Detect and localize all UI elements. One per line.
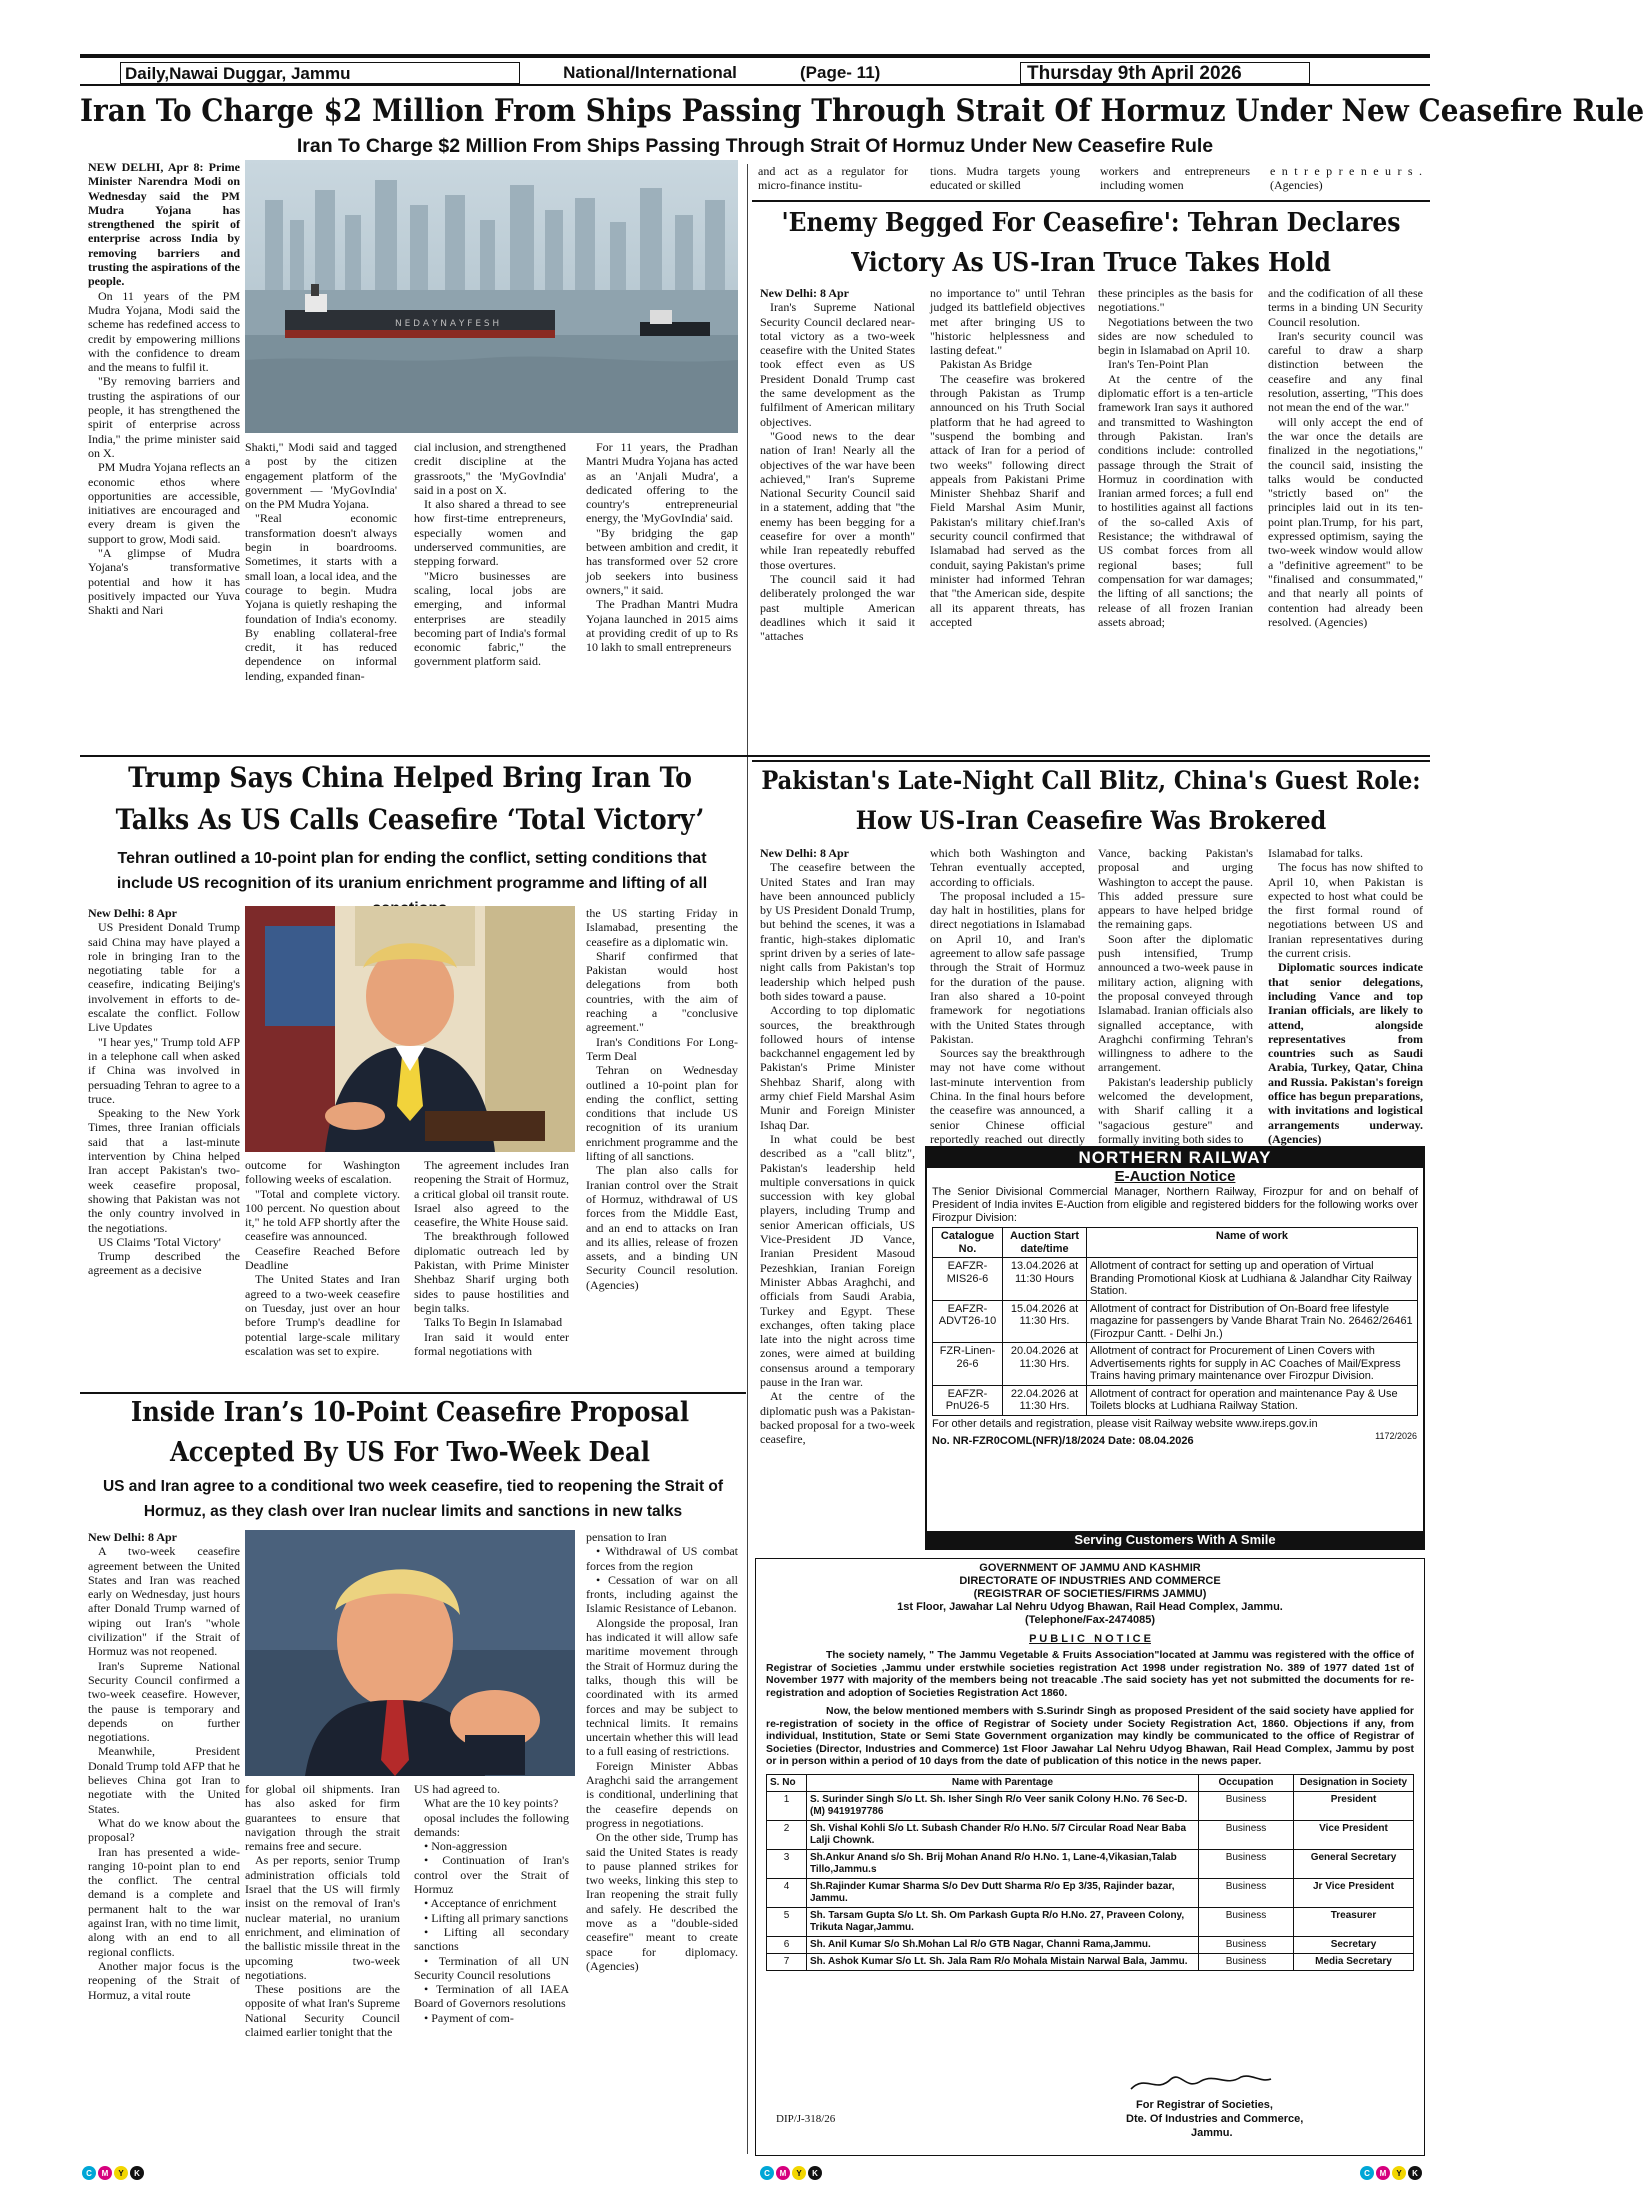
story2-para: Iran's security council was careful to draw a sharp distinction between the ceasefire and any final resolution, asserting, "This does not mean the end of the war." <box>1268 328 1423 415</box>
story4-para: Sources say the breakthrough may not have come without last-minute intervention from China. In the final hours before the ceasefire was announced, a senior Chinese official reportedly reached out directly <box>930 1046 1085 1146</box>
tanker-ship-image <box>245 160 738 433</box>
story1-deck: Iran To Charge $2 Million From Ships Passing Through Strait Of Hormuz Under New Ceasefire Rule <box>296 135 1214 157</box>
story5-list-item: • Cessation of war on all fronts, including against the Islamic Resistance of Lebanon. <box>586 1572 738 1616</box>
story3-para: The agreement includes Iran reopening the Strait of Hormuz, a critical global oil transit route. Israel also agreed to the ceasefire, the White House said. <box>414 1158 569 1230</box>
story1-para: PM Mudra Yojana reflects an economic ethos where opportunities are accessible, initiatives are encouraged and every dream is given the support to grow, Modi said. <box>88 460 240 546</box>
notice-sign-3: Jammu. <box>1191 2127 1233 2139</box>
railway-ad-org: NORTHERN RAILWAY <box>927 1148 1423 1168</box>
story1-headline: Iran To Charge $2 Million From Ships Passing Through Strait Of Hormuz Under New Ceasefire Rule <box>80 93 1644 129</box>
table-cell: 13.04.2026 at 11:30 Hours <box>1003 1258 1087 1301</box>
story1-para: On 11 years of the PM Mudra Yojana, Modi said the scheme has redefined access to credit by empowering millions with the confidence to dream and the means to fulfil it. <box>88 288 240 375</box>
column-divider <box>747 164 748 2154</box>
story3-subhead: Talks To Begin In Islamabad <box>424 1315 563 1330</box>
story4-para: The ceasefire between the United States and Iran may have been announced publicly by US President Donald Trump, but behind the scenes, it was a frantic, high-stakes diplomatic sprint driven by a series of late-night calls from Pakistan's top leadership which helped push both sides toward a pause. <box>760 860 915 1003</box>
story3-headline-line2: Talks As US Calls Ceasefire ‘Total Victory’ <box>115 803 705 836</box>
story5-column-1 <box>88 1530 240 2155</box>
story5-para: oposal includes the following demands: <box>414 1810 569 1839</box>
table-cell: Allotment of contract for Distribution of On-Board free lifestyle magazine for passengers by Vande Bharat Train No. 26462/26461 (Firozpur Cantt. - Delhi Jn.) <box>1087 1300 1418 1343</box>
table-cell: 20.04.2026 at 11:30 Hrs. <box>1003 1343 1087 1386</box>
story3-column-1 <box>88 906 240 1386</box>
table-cell: Business <box>1199 1907 1294 1936</box>
story3-para: The plan also calls for Iranian control over the Strait of Hormuz, withdrawal of US forces from the Middle East, and an end to attacks on Iran and its allies, release of frozen assets, and a binding UN Security Council resolution. (Agencies) <box>586 1163 738 1292</box>
story3-subhead: Ceasefire Reached Before Deadline <box>245 1243 400 1273</box>
story3-para: Sharif confirmed that Pakistan would host delegations from both countries, with the aim of reaching a "conclusive agreement." <box>586 948 738 1035</box>
table-cell: 22.04.2026 at 11:30 Hrs. <box>1003 1385 1087 1415</box>
story3-para: outcome for Washington following weeks of escalation. <box>245 1158 400 1187</box>
table-row <box>933 1258 1418 1301</box>
masthead-left: Daily,Nawai Duggar, Jammu <box>120 62 520 84</box>
story3-subhead: Iran's Conditions For Long-Term Deal <box>586 1034 738 1063</box>
story2-para: Iran's Supreme National Security Council declared near-total victory as a two-week ceasefire with the United States took effect even as US President Donald Trump cast the same development as the fulfilment of American military objectives. <box>760 300 915 429</box>
story2-para: The council said it had deliberately prolonged the war past multiple American deadlines which it said it "attaches <box>760 571 915 644</box>
table-row <box>767 1936 1414 1953</box>
table-cell: 1 <box>767 1791 807 1820</box>
cmyk-m: M <box>776 2166 790 2180</box>
cmyk-y: Y <box>792 2166 806 2180</box>
story4-para: Vance, backing Pakistan's proposal and urging Washington to accept the pause. This added pressure sure appears to have helped bridge the remaining gaps. <box>1098 846 1253 932</box>
story5-para: Meanwhile, President Donald Trump told AFP that he believes China got Iran to negotiate with the United States. <box>88 1744 240 1816</box>
story4-para: In what could be best described as a "call blitz", Pakistan's leadership held multiple conversations in quick succession with key global players, including Trump and senior American officials, US Vice-President JD Vance, Iranian President Masoud Pezeshkian, Iranian Foreign Minister Abbas Araghchi, and officials from Saudi Arabia, Turkey and Egypt. These exchanges, often taking place late into the night across time zones, were aimed at building consensus around a temporary pause in the Iran war. <box>760 1131 915 1389</box>
story1-column-2 <box>245 440 397 750</box>
story5-list-item: • Lifting all secondary sanctions <box>414 1924 569 1954</box>
cmyk-c: C <box>1360 2166 1374 2180</box>
railway-ad-title: E-Auction Notice <box>1114 1168 1236 1185</box>
story5-para: Iran has presented a wide-ranging 10-point plan to end the conflict. The central demand is a complete and permanent halt to the war against Iran, with no time limit, along with an end to all regional conflicts. <box>88 1844 240 1959</box>
table-row <box>767 1820 1414 1849</box>
story5-list-item: • Withdrawal of US combat forces from the region <box>586 1544 738 1573</box>
story4-column-1 <box>760 846 915 1546</box>
members-table <box>766 1774 1414 1971</box>
table-cell: Business <box>1199 1849 1294 1878</box>
railway-ad-slogan: Serving Customers With A Smile <box>927 1531 1423 1548</box>
story4-para: The focus has now shifted to April 10, when Pakistan is expected to host what could be the first formal round of negotiations between US and Iranian representatives during the current crisis. <box>1268 860 1423 961</box>
story1-para: For 11 years, the Pradhan Mantri Mudra Yojana has acted as an 'Anjali Mudra', a dedicated offering to the country's entrepreneurial energy, the 'MyGovIndia' said. <box>586 440 738 526</box>
table-header: Auction Start date/time <box>1003 1228 1087 1258</box>
story1-para: "Micro businesses are scaling, local jobs are emerging, and informal enterprises are steadily becoming part of India's formal economic fabric," the government platform said. <box>414 568 566 669</box>
cmyk-y: Y <box>1392 2166 1406 2180</box>
story3-column-2 <box>245 1158 400 1386</box>
notice-sign-2: Dte. Of Industries and Commerce, <box>1126 2113 1304 2125</box>
story5-list-item: • Continuation of Iran's control over the Strait of Hormuz <box>414 1853 569 1897</box>
story5-para: New Delhi: 8 Apr <box>88 1530 177 1544</box>
story5-para: On the other side, Trump has said the United States is ready to pause planned strikes for two weeks, linking this step to Iran reopening the strait fully and safely. He described the move as a "double-sided ceasefire" meant to create space for diplomacy. (Agencies) <box>586 1830 738 1973</box>
story3-para: "I hear yes," Trump told AFP in a telephone call when asked if China was involved in persuading Tehran to agree to a truce. <box>88 1034 240 1106</box>
cmyk-c: C <box>82 2166 96 2180</box>
story4-column-3 <box>1098 846 1253 1146</box>
masthead-page: (Page- 11) <box>800 63 881 82</box>
table-row <box>933 1385 1418 1415</box>
story2-headline-line2: Victory As US-Iran Truce Takes Hold <box>851 248 1331 278</box>
story3-para: New Delhi: 8 Apr <box>88 906 177 920</box>
railway-ad-footer: For other details and registration, please visit Railway website www.ireps.gov.in <box>932 1417 1318 1430</box>
notice-signature <box>1126 2069 1276 2097</box>
story3-para: The breakthrough followed diplomatic outreach led by Pakistan, with Prime Minister Shehbaz Sharif urging both sides to pause hostilities and begin talks. <box>414 1229 569 1315</box>
story4-bold-para: Diplomatic sources indicate that senior delegations, including Vance and top Iranian officials, are likely to attend, alongside representatives from countries such as Saudi Arabia, Turkey, Qatar, China and Russia. Pakistan's foreign office has begun preparations, with invitations and logistical arrangements underway. (Agencies) <box>1268 960 1423 1146</box>
story5-para: A two-week ceasefire agreement between the United States and Iran was reached early on Wednesday, just hours after Donald Trump warned of wiping out Iran's "whole civilization" if the Strait of Hormuz was not reopened. <box>88 1544 240 1659</box>
story4-para: New Delhi: 8 Apr <box>760 846 849 860</box>
story4-para: At the centre of the diplomatic push was a Pakistan-backed proposal for a two-week ceasefire, <box>760 1389 915 1447</box>
svg-text:N E D A Y N A Y F E S H: N E D A Y N A Y F E S H <box>395 319 500 329</box>
story4-headline-line2: How US-Iran Ceasefire Was Brokered <box>855 806 1327 835</box>
story2-para: New Delhi: 8 Apr <box>760 286 849 300</box>
story4-para: Soon after the diplomatic push intensified, Trump announced a two-week pause in military action, aligning with the proposal conveyed through Islamabad. Iranian officials also signalled acceptance, with Araghchi confirming Tehran's willingness to adhere to the arrangement. <box>1098 931 1253 1075</box>
table-header: Name with Parentage <box>807 1774 1199 1791</box>
table-cell: President <box>1294 1791 1414 1820</box>
table-cell: EAFZR-ADVT26-10 <box>933 1300 1003 1343</box>
cmyk-marks-center <box>760 2166 822 2180</box>
table-cell: Allotment of contract for operation and maintenance Pay & Use Toilets blocks at Ludhiana Railway Station. <box>1087 1385 1418 1415</box>
story2-column-1 <box>760 286 915 748</box>
story3-para: The United States and Iran agreed to a two-week ceasefire on Tuesday, just over an hour before Trump's deadline for potential large-scale military escalation was set to expire. <box>245 1272 400 1358</box>
table-cell: Sh. Vishal Kohli S/o Lt. Subash Chander R/o H.No. 5/7 Circular Road Near Baba Lalji Chownk. <box>807 1820 1199 1849</box>
table-cell: Allotment of contract for setting up and operation of Virtual Branding Promotional Kiosk at Ludhiana & Jalandhar City Railway Station. <box>1087 1258 1418 1301</box>
table-cell: Secretary <box>1294 1936 1414 1953</box>
story3-deck: Tehran outlined a 10-point plan for ending the conflict, setting conditions that include US recognition of its uranium enrichment programme and lifting of all <box>116 850 708 892</box>
railway-ad-table <box>932 1227 1418 1416</box>
story1-continuation-1: and act as a regulator for micro-finance institu- <box>758 164 908 193</box>
story2-top-rule <box>752 200 1430 202</box>
railway-ad-code: 1172/2026 <box>1375 1430 1417 1441</box>
table-cell: Allotment of contract for Procurement of Linen Covers with Advertisements rights for supply in AC Coaches of Mail/Express Trains having primary maintenance over Firozpur Division. <box>1087 1343 1418 1386</box>
cmyk-y: Y <box>114 2166 128 2180</box>
table-cell: EAFZR-PnU26-5 <box>933 1385 1003 1415</box>
table-cell: General Secretary <box>1294 1849 1414 1878</box>
cmyk-c: C <box>760 2166 774 2180</box>
cmyk-m: M <box>1376 2166 1390 2180</box>
story3-para: Trump described the agreement as a decisive <box>88 1249 240 1278</box>
story5-para: Another major focus is the reopening of the Strait of Hormuz, a vital route <box>88 1958 240 2002</box>
story2-para: "Good news to the dear nation of Iran! Nearly all the objectives of the war have been achieved," Iran's Supreme National Security Council said in a statement, adding that "the enemy has been begging for a ceasefire for over a month" while Iran repeatedly rebuffed those overtures. <box>760 428 915 572</box>
story1-para: It also shared a thread to see how first-time entrepreneurs, especially women and underserved communities, are stepping forward. <box>414 497 566 569</box>
story2-para: At the centre of the diplomatic effort is a ten-article framework Iran says it authored and transmitted to Washington through Pakistan. Iran's conditions include: controlled passage through the Strait of Hormuz in coordination with Iranian armed forces; a full end to hostilities against all factions of the so-called Axis of Resistance; the withdrawal of US combat forces from all regional bases; full compensation for war damages; the lifting of all sanctions; the release of all frozen Iranian assets abroad; <box>1098 371 1253 629</box>
table-cell: 15.04.2026 at 11:30 Hrs. <box>1003 1300 1087 1343</box>
story1-column-3 <box>414 440 566 750</box>
table-row <box>933 1343 1418 1386</box>
story5-deck: US and Iran agree to a conditional two week ceasefire, tied to reopening the Strait of Hormuz, as they clash over Iran nuclear limits and sanctions in new talks <box>102 1478 724 1520</box>
table-cell: Business <box>1199 1820 1294 1849</box>
story5-para: pensation to Iran <box>586 1530 667 1544</box>
story5-headline-line2: Accepted By US For Two-Week Deal <box>169 1437 651 1468</box>
story1-para: The Pradhan Mantri Mudra Yojana launched in 2015 aims at providing credit of up to Rs 10 lakh to small entrepreneurs <box>586 597 738 655</box>
table-row <box>767 1878 1414 1907</box>
story4-column-2 <box>930 846 1085 1146</box>
story5-column-2 <box>245 1782 400 2155</box>
notice-para-1: The society namely, " The Jammu Vegetable & Fruits Association"located at Jammu was registered with the office of Registrar of Societies ,Jammu under erstwhile societies registration Act 1998 under registration No. 389 of 1977 dated 1st of November 1977 with majority of the members being not treacable .The said society has yet not submitted the documents for re-registration and adoption of Societies Registration Act 1860. <box>766 1649 1414 1699</box>
table-cell: S. Surinder Singh S/o Lt. Sh. Isher Singh R/o Veer sanik Colony H.No. 76 Sec-D. (M) 9419197786 <box>807 1791 1199 1820</box>
story5-list-item: • Non-aggression <box>424 1839 508 1854</box>
table-cell: Jr Vice President <box>1294 1878 1414 1907</box>
story3-photo-trump <box>245 906 575 1152</box>
story1-column-4 <box>586 440 738 750</box>
masthead-bar <box>80 54 1430 86</box>
story1-para: "By removing barriers and trusting the aspirations of our people, it has strengthened the spirit of enterprise across India," the prime minister said on X. <box>88 374 240 460</box>
story5-para: What are the 10 key points? <box>424 1796 559 1811</box>
story5-list-item: • Termination of all IAEA Board of Governors resolutions <box>414 1982 569 2011</box>
table-cell: 2 <box>767 1820 807 1849</box>
table-cell: Business <box>1199 1936 1294 1953</box>
table-row <box>767 1849 1414 1878</box>
story5-para: Foreign Minister Abbas Araghchi said the arrangement is conditional, underlining that the ceasefire depends on progress in negotiations. <box>586 1758 738 1830</box>
story5-para: Alongside the proposal, Iran has indicated it will allow safe maritime movement through the Strait of Hormuz during the talks, though this will be coordinated with its armed forces and may be subject to technical limits. It remains uncertain whether this will lead to a full easing of restrictions. <box>586 1615 738 1759</box>
story2-para: will only accept the end of the war once the details are finalized in the negotiations," the council said, insisting the talks would be conducted "strictly based on" the principles laid out in its ten-point plan.Trump, for his part, expressed optimism, saying the two-week window would allow a "definitive agreement" to be "finalised and consummated," and that nearly all points of contention had already been resolved. (Agencies) <box>1268 414 1423 629</box>
table-row <box>933 1300 1418 1343</box>
story3-column-3 <box>414 1158 569 1386</box>
story2-para: Negotiations between the two sides are now scheduled to begin in Islamabad on April 10. <box>1098 314 1253 358</box>
table-header: Designation in Society <box>1294 1774 1414 1791</box>
table-cell: 6 <box>767 1936 807 1953</box>
story5-list-item: • Termination of all UN Security Council resolutions <box>414 1953 569 1982</box>
story4-para: Pakistan's leadership publicly welcomed the development, with Sharif calling it a "sagacious gesture" and formally inviting both sides to <box>1098 1074 1253 1146</box>
table-header: Name of work <box>1087 1228 1418 1258</box>
masthead-date: Thursday 9th April 2026 <box>1020 62 1310 84</box>
notice-directorate: DIRECTORATE OF INDUSTRIES AND COMMERCE <box>959 1575 1221 1587</box>
story1-para: "Real economic transformation doesn't always begin in boardrooms. Sometimes, it starts with a small loan, a local idea, and the courage to begin. Mudra Yojana is quietly reshaping the foundation of India's economy. By enabling collateral-free credit, it has reduced dependence on informal lending, expanded finan- <box>245 511 397 683</box>
story5-list-item: • Acceptance of enrichment <box>424 1896 557 1911</box>
story5-para: US had agreed to. <box>414 1782 500 1796</box>
notice-para-2: Now, the below mentioned members with S.Surindr Singh as proposed President of the said society have applied for re-registration of society in the office of Registrar of Society under Society Registration Act, 1860. Objections if any, from individual, Institution, State or Semi State Government organization may kindly be communicated to the office of Registrar of Societies (Director, Industries and Commerce) 1st Floor Jawahar Lal Nehru Udyog Bhawan, Rail Head Complex, Jammu by post or in person within a period of 10 days from the date of publication of this notice in the news paper. <box>766 1705 1414 1767</box>
railway-ad <box>925 1146 1425 1550</box>
table-cell: Business <box>1199 1878 1294 1907</box>
notice-title: P U B L I C N O T I C E <box>1029 1633 1151 1645</box>
table-cell: Media Secretary <box>1294 1953 1414 1970</box>
section-rule <box>80 755 1430 757</box>
table-header: Catalogue No. <box>933 1228 1003 1258</box>
table-cell: 7 <box>767 1953 807 1970</box>
story5-list-item: • Lifting all primary sanctions <box>424 1910 569 1925</box>
story4-para: According to top diplomatic sources, the breakthrough followed hours of intense backchannel engagement led by Pakistan's Prime Minister Shehbaz Sharif, along with army chief Field Marshal Asim Munir and Foreign Minister Ishaq Dar. <box>760 1003 915 1132</box>
story1-para: "A glimpse of Mudra Yojana's transformative potential and how it has positively impacted our Yuva Shakti and Nari <box>88 546 240 618</box>
table-cell: FZR-Linen-26-6 <box>933 1343 1003 1386</box>
notice-phone: (Telephone/Fax-2474085) <box>1024 1614 1155 1626</box>
trump-phone-image <box>245 906 575 1152</box>
signature-scribble <box>1126 2069 1276 2097</box>
story1-para: cial inclusion, and strengthened credit discipline at the grassroots," the 'MyGovIndia' said in a post on X. <box>414 440 566 497</box>
railway-ad-intro: The Senior Divisional Commercial Manager, Northern Railway, Firozpur for and on behalf of President of India invites E-Auction from eligible and registered bidders for the following works over Firozpur Division: <box>932 1186 1418 1224</box>
story5-column-3 <box>414 1782 569 2155</box>
story5-para: These positions are the opposite of what Iran's Supreme National Security Council claimed earlier tonight that the <box>245 1982 400 2040</box>
cmyk-k: K <box>808 2166 822 2180</box>
table-cell: Sh. Tarsam Gupta S/o Lt. Sh. Om Parkash Gupta R/o H.No. 27, Praveen Colony, Trikuta Nagar,Jammu. <box>807 1907 1199 1936</box>
story1-photo-tanker <box>245 160 738 433</box>
table-cell: Sh.Rajinder Kumar Sharma S/o Dev Dutt Sharma R/o Ep 3/35, Rajinder bazar, Jammu. <box>807 1878 1199 1907</box>
story3-para: Iran said it would enter formal negotiations with <box>414 1329 569 1358</box>
trump-speaking-image <box>245 1530 575 1776</box>
notice-govt: GOVERNMENT OF JAMMU AND KASHMIR <box>979 1562 1201 1574</box>
story5-para: What do we know about the proposal? <box>88 1815 240 1845</box>
notice-sign-1: For Registrar of Societies, <box>1136 2099 1273 2111</box>
table-cell: 3 <box>767 1849 807 1878</box>
story1-para: "By bridging the gap between ambition and credit, it has transformed over 52 crore job seekers into business owners," it said. <box>586 525 738 597</box>
story2-para: these principles as the basis for negotiations." <box>1098 286 1253 315</box>
table-cell: 5 <box>767 1907 807 1936</box>
story1-continuation-4: e n t r e p r e n e u r s . (Agencies) <box>1270 164 1422 193</box>
story5-column-4 <box>586 1530 738 2155</box>
railway-ad-ref: No. NR-FZR0COML(NFR)/18/2024 Date: 08.04.2026 <box>932 1434 1194 1447</box>
story4-column-4 <box>1268 846 1423 1146</box>
cmyk-marks-left <box>82 2166 144 2180</box>
story1-para: NEW DELHI, Apr 8: Prime Minister Narendra Modi on Wednesday said the PM Mudra Yojana has strengthened the spirit of enterprise across India by removing barriers and trusting the aspirations of the people. <box>88 160 240 289</box>
table-header: S. No <box>767 1774 807 1791</box>
cmyk-marks-right <box>1360 2166 1422 2180</box>
story2-subhead: Pakistan As Bridge <box>940 357 1032 372</box>
story4-para: The proposal included a 15-day halt in hostilities, plans for direct negotiations in Islamabad on April 10, and Iran's agreement to allow safe passage through the Strait of Hormuz for the duration of the pause. Iran also shared a 10-point framework for negotiations with the United States through Pakistan. <box>930 888 1085 1046</box>
cmyk-k: K <box>130 2166 144 2180</box>
table-cell: Treasurer <box>1294 1907 1414 1936</box>
story3-para: US President Donald Trump said China may have played a role in bringing Iran to the negotiating table for a ceasefire, indicating Beijing's involvement in efforts to de-escalate the conflict. Follow Live Updates <box>88 920 240 1035</box>
story5-para: Iran's Supreme National Security Council confirmed a two-week ceasefire. However, the pause is temporary and depends on further negotiations. <box>88 1658 240 1745</box>
table-cell: 4 <box>767 1878 807 1907</box>
story3-para: "Total and complete victory. 100 percent. No question about it," he told AFP shortly after the ceasefire was announced. <box>245 1186 400 1244</box>
table-cell: Business <box>1199 1953 1294 1970</box>
story3-para: Tehran on Wednesday outlined a 10-point plan for ending the conflict, setting conditions that include US recognition of its uranium enrichment programme and the lifting of all sanctions. <box>586 1063 738 1164</box>
story3-subhead: US Claims 'Total Victory' <box>98 1234 221 1249</box>
story5-list-item: • Payment of com- <box>424 2010 514 2025</box>
story1-para: Shakti," Modi said and tagged a post by the citizen engagement platform of the government — 'MyGovIndia' on the PM Mudra Yojana. <box>245 440 397 512</box>
notice-dip-number: DIP/J-318/26 <box>776 2113 836 2125</box>
notice-address: 1st Floor, Jawahar Lal Nehru Udyog Bhawan, Rail Head Complex, Jammu. <box>897 1601 1283 1613</box>
table-cell: Sh. Ashok Kumar S/o Lt. Sh. Jala Ram R/o Mohala Mistain Narwal Bala, Jammu. <box>807 1953 1199 1970</box>
story4-para: Islamabad for talks. <box>1268 846 1363 860</box>
table-cell: Business <box>1199 1791 1294 1820</box>
story2-column-2 <box>930 286 1085 748</box>
story3-column-4 <box>586 906 738 1386</box>
story4-headline-line1: Pakistan's Late-Night Call Blitz, China's Guest Role: <box>761 766 1421 795</box>
cmyk-k: K <box>1408 2166 1422 2180</box>
story2-para: no importance to" until Tehran judged its battlefield objectives met after bringing US to "historic helplessness and lasting defeat." <box>930 286 1085 358</box>
story3-headline-line1: Trump Says China Helped Bring Iran To <box>128 761 692 794</box>
story5-photo-trump <box>245 1530 575 1776</box>
story2-headline-line1: 'Enemy Begged For Ceasefire': Tehran Declares <box>781 208 1401 238</box>
story1-continuation-3: workers and entrepreneurs including women <box>1100 164 1250 193</box>
story2-para: and the codification of all these terms in a binding UN Security Council resolution. <box>1268 286 1423 329</box>
story2-column-3 <box>1098 286 1253 748</box>
table-cell: EAFZR-MIS26-6 <box>933 1258 1003 1301</box>
table-header: Occupation <box>1199 1774 1294 1791</box>
story2-column-4 <box>1268 286 1423 748</box>
story2-subhead: Iran's Ten-Point Plan <box>1108 357 1209 372</box>
story2-para: The ceasefire was brokered through Pakistan as Trump announced on his Truth Social platform that he had agreed to "suspend the bombing and attack of Iran for a period of two weeks" following direct appeals from Pakistani Prime Minister Shehbaz Sharif and Field Marshal Asim Munir, Pakistan's military chief.Iran's security council confirmed that Islamabad had served as the conduit, saying Pakistan's prime minister had informed Tehran that "the American side, despite all its apparent threats, has accepted <box>930 371 1085 629</box>
story5-headline-line1: Inside Iran’s 10-Point Ceasefire Proposal <box>130 1397 690 1428</box>
table-row <box>767 1791 1414 1820</box>
table-cell: Sh.Ankur Anand s/o Sh. Brij Mohan Anand R/o H.No. 1, Lane-4,Vikasian,Talab Tillo,Jammu.s <box>807 1849 1199 1878</box>
story1-continuation-2: tions. Mudra targets young educated or skilled <box>930 164 1080 193</box>
story3-para: Speaking to the New York Times, three Iranian officials said that a last-minute intervention by China helped Iran accept Pakistan's two-week ceasefire proposal, showing that Pakistan was not the only country involved in the negotiations. <box>88 1106 240 1235</box>
table-cell: Sh. Anil Kumar S/o Sh.Mohan Lal R/o GTB Nagar, Channi Rama,Jammu. <box>807 1936 1199 1953</box>
notice-registrar: (REGISTRAR OF SOCIETIES/FIRMS JAMMU) <box>973 1588 1207 1600</box>
cmyk-m: M <box>98 2166 112 2180</box>
story5-para: As per reports, senior Trump administration officials told Israel that the US will firmly insist on the removal of Iran's nuclear material, no uranium enrichment, and elimination of the ballistic missile threat in the upcoming two-week negotiations. <box>245 1853 400 1982</box>
story1-column-1 <box>88 160 240 750</box>
masthead-section: National/International <box>563 63 737 82</box>
table-row <box>767 1953 1414 1970</box>
story4-para: which both Washington and Tehran eventually accepted, according to officials. <box>930 846 1085 889</box>
table-cell: Vice President <box>1294 1820 1414 1849</box>
govt-notice <box>755 1558 1425 2156</box>
story3-para: the US starting Friday in Islamabad, presenting the ceasefire as a diplomatic win. <box>586 906 738 949</box>
story5-para: for global oil shipments. Iran has also asked for firm guarantees to ensure that navigation through the strait remains free and secure. <box>245 1782 400 1854</box>
table-row <box>767 1907 1414 1936</box>
